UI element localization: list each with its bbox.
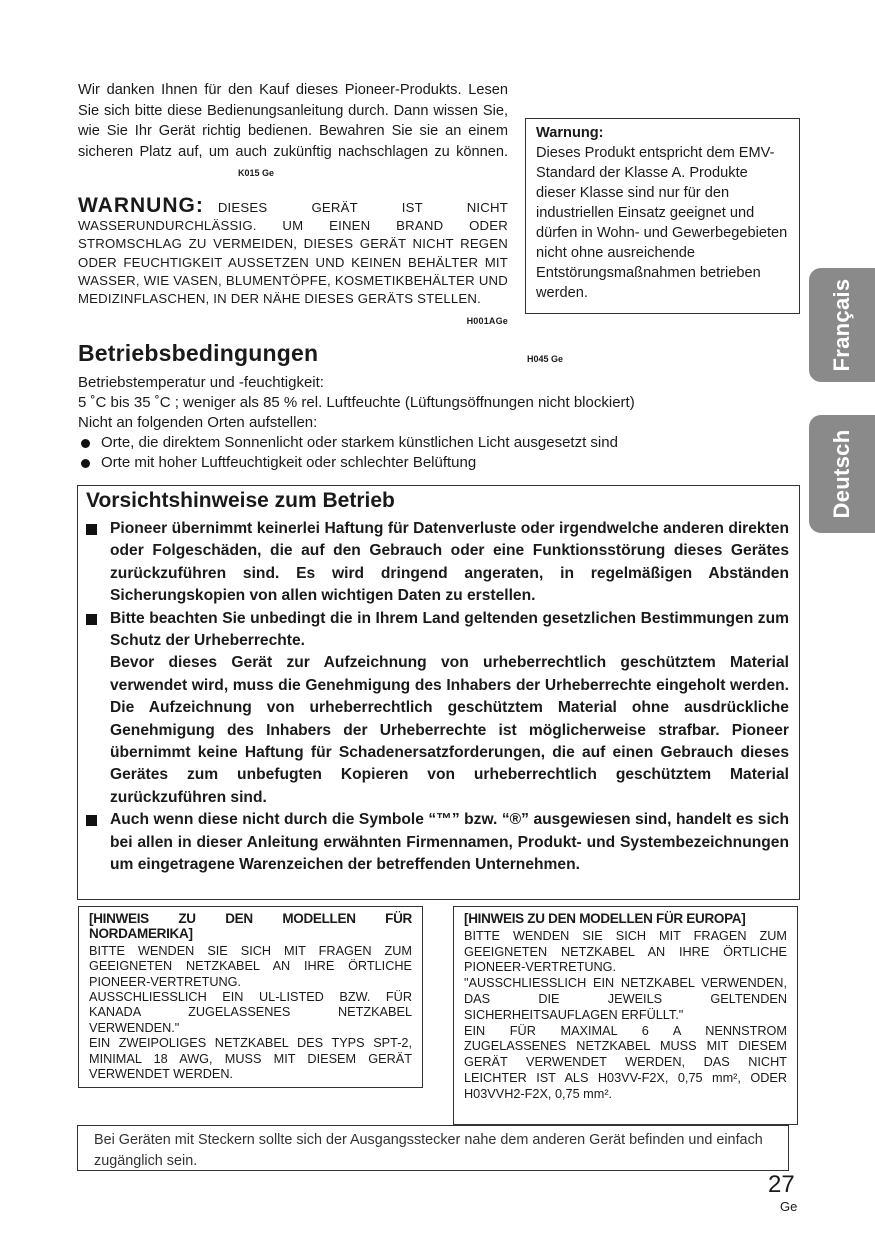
intro-code: K015 Ge [238,168,275,179]
plug-access-note: Bei Geräten mit Steckern sollte sich der Ausgangsstecker nahe dem anderen Gerät befinden und einfach zugänglich sein. [77,1125,789,1171]
tab-deutsch[interactable] [809,415,875,533]
tab-deutsch-label: Deutsch [829,429,854,519]
emv-warning-title: Warnung: [536,125,604,141]
operating-code: H045 Ge [527,354,564,364]
emv-warning-box [525,118,800,314]
caution-item-data-loss: Pioneer übernimmt keinerlei Haftung für Datenverluste oder irgendwelche anderen direkten oder Folgeschäden, die auf den Gebrauch oder eine Funktionsstörung dieses Gerätes zurückzuführen sind. Es wird dringend angeraten, in regelmäßigen Abständen Sicherungskopien von allen wichtigen Daten zu erstellen. [86,518,789,608]
north-america-note-title: [HINWEIS ZU DEN MODELLEN FÜR NORDAMERIKA] [89,911,412,942]
caution-title: Vorsichtshinweise zum Betrieb [86,489,395,512]
europe-note-p3: EIN FÜR MAXIMAL 6 A NENNSTROM ZUGELASSENES NETZKABEL MUSS MIT DIESEM GERÄT VERWENDET WERDEN, DAS NICHT LEICHTER IST ALS H03VV-F2X, 0,75 mm², ODER H03VVH2-F2X, 0,75 mm². [464,1023,787,1101]
tab-francais-label: Français [829,278,854,372]
warning-code: H001AGe [466,316,508,327]
north-america-note-box [78,906,423,1088]
page-language: Ge [780,1199,798,1214]
caution-box [77,485,800,900]
tab-francais[interactable] [809,268,875,382]
operating-line-1: Betriebstemperatur und -feuchtigkeit: [78,374,324,391]
operating-line-2: 5 ˚C bis 35 ˚C ; weniger als 85 % rel. Luftfeuchte (Lüftungsöffnungen nicht blockiert) [78,394,635,411]
caution-item-trademarks: Auch wenn diese nicht durch die Symbole “™” bzw. “®” ausgewiesen sind, handelt es sich bei allen in dieser Anleitung erwähnten Firmennamen, Produkt- und Systembezeichnungen um eingetragene Warenzeichen der betreffenden Unternehmen. [86,809,789,876]
north-america-note-p1: BITTE WENDEN SIE SICH MIT FRAGEN ZUM GEEIGNETEN NETZKABEL AN IHRE ÖRTLICHE PIONEER-VERTRETUNG. [89,943,412,989]
caution-copyright-detail: Bevor dieses Gerät zur Aufzeichnung von urheberrechtlich geschütztem Material verwendet wird, muss die Genehmigung des Inhabers der Urheberrechte eingeholt werden. Die Aufzeichnung von urheberrechtlich geschütztem Material ohne ausdrückliche Genehmigung des Inhabers der Urheberrechte ist möglicherweise strafbar. Pioneer übernimmt keine Haftung für Schadenersatzforderungen, die auf einen Gebrauch dieses Gerätes zum unbefugten Kopieren von urheberrechtlich geschütztem Material zurückzuführen sind. [110,654,789,806]
north-america-note-p3: EIN ZWEIPOLIGES NETZKABEL DES TYPS SPT-2, MINIMAL 18 AWG, MUSS MIT DIESEM GERÄT VERWENDET WERDEN. [89,1036,412,1082]
operating-bullet: Orte mit hoher Luftfeuchtigkeit oder schlechter Belüftung [78,453,798,473]
emv-warning-text: Dieses Produkt entspricht dem EMV-Standard der Klasse A. Produkte dieser Klasse sind nur für den industriellen Einsatz geeignet und dürfen in Wohn- und Gewerbegebieten nicht ohne ausreichende Entstörungsmaßnahmen betrieben werden. [536,145,788,301]
warning-block [78,194,508,330]
operating-bullet: Orte, die direktem Sonnenlicht oder starkem künstlichen Licht ausgesetzt sind [78,433,798,453]
operating-heading: Betriebsbedingungen [78,340,319,366]
europe-note-title: [HINWEIS ZU DEN MODELLEN FÜR EUROPA] [464,911,746,926]
warning-heading: WARNUNG: [78,194,204,217]
north-america-note-p2: AUSSCHLIESSLICH EIN UL-LISTED BZW. FÜR KANADA ZUGELASSENES NETZKABEL VERWENDEN." [89,990,412,1035]
operating-line-3: Nicht an folgenden Orten aufstellen: [78,414,318,431]
intro-text: Wir danken Ihnen für den Kauf dieses Pioneer-Produkts. Lesen Sie sich bitte diese Bedienungsanleitung durch. Dann wissen Sie, wie Sie Ihr Gerät richtig bedienen. Bewahren Sie sie an einem sicheren Platz auf, um auch zukünftig nachschlagen zu können. [78,82,508,160]
europe-note-p2: "AUSSCHLIESSLICH EIN NETZKABEL VERWENDEN, DAS DIE JEWEILS GELTENDEN SICHERHEITSAUFLAGEN ERFÜLLT." [464,976,787,1022]
intro-paragraph [78,80,508,184]
operating-conditions [78,373,798,473]
page-number: 27 [768,1171,795,1198]
europe-note-box [453,906,798,1125]
warning-text: DIESES GERÄT IST NICHT WASSERUNDURCHLÄSSIG. UM EINEN BRAND ODER STROMSCHLAG ZU VERMEIDEN, DIESES GERÄT NICHT REGEN ODER FEUCHTIGKEIT AUSSETZEN UND KEINEN BEHÄLTER MIT WASSER, WIE VASEN, BLUMENTÖPFE, KOSMETIKBEHÄLTER UND MEDIZINFLASCHEN, IN DER NÄHE DIESES GERÄTS STELLEN. [78,200,508,307]
europe-note-p1: BITTE WENDEN SIE SICH MIT FRAGEN ZUM GEEIGNETEN NETZKABEL AN IHRE ÖRTLICHE PIONEER-VERTRETUNG. [464,928,787,975]
caution-item-copyright: Bitte beachten Sie unbedingt die in Ihrem Land geltenden gesetzlichen Bestimmungen zum Schutz der Urheberrechte. [86,608,789,653]
